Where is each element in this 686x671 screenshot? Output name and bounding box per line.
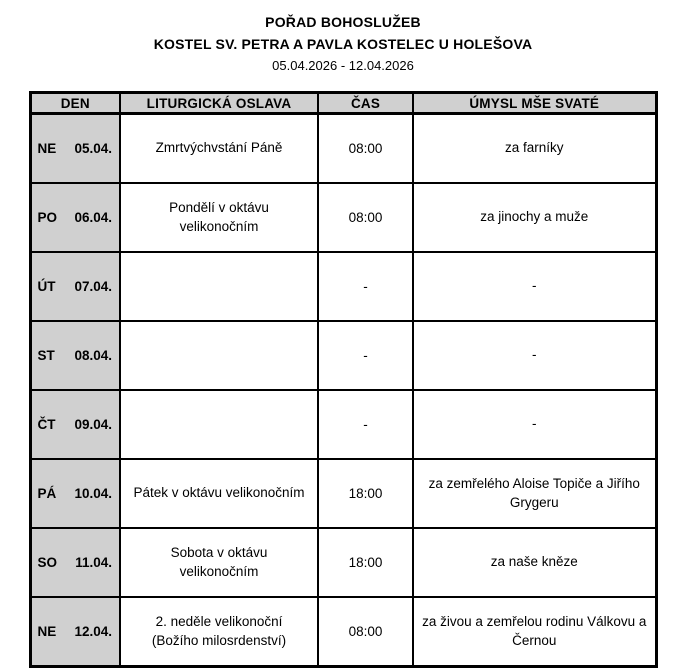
time-cell: 08:00: [318, 183, 413, 252]
day-date: [35, 210, 117, 225]
table-header: [30, 93, 656, 114]
column-header-intention: ÚMYSL MŠE SVATÉ: [413, 93, 656, 114]
table-row: [30, 390, 656, 459]
intention-text: -: [532, 347, 537, 363]
time-cell: 18:00: [318, 528, 413, 597]
time-cell: 18:00: [318, 459, 413, 528]
celebration-cell: [120, 252, 318, 321]
celebration-cell: [120, 390, 318, 459]
day-number: 07.04.: [74, 279, 112, 294]
day-cell: [30, 390, 120, 459]
intention-text: za farníky: [504, 140, 564, 156]
table-row: [30, 183, 656, 252]
intention-text: za živou a zemřelou rodinu Válkovu a Černou: [422, 614, 647, 648]
time-cell: -: [318, 321, 413, 390]
intention-cell: [413, 459, 656, 528]
column-header-day: DEN: [30, 93, 120, 114]
table-row: [30, 528, 656, 597]
celebration-cell: [120, 183, 318, 252]
day-number: 06.04.: [74, 210, 112, 225]
intention-text: -: [532, 278, 537, 294]
header-row: [30, 93, 656, 114]
day-number: 05.04.: [74, 141, 112, 156]
intention-cell: [413, 252, 656, 321]
day-date: [35, 141, 117, 156]
day-date: [35, 417, 117, 432]
title-block: [0, 0, 686, 76]
column-header-time: ČAS: [318, 93, 413, 114]
day-date: [35, 279, 117, 294]
day-date: [35, 348, 117, 363]
time-cell: 08:00: [318, 114, 413, 184]
celebration-cell: [120, 459, 318, 528]
intention-text: -: [532, 416, 537, 432]
celebration-text: Pátek v oktávu velikonočním: [133, 485, 305, 501]
table-row: [30, 252, 656, 321]
column-header-celebration: LITURGICKÁ OSLAVA: [120, 93, 318, 114]
day-abbrev: SO: [37, 555, 58, 570]
intention-cell: [413, 321, 656, 390]
day-number: 10.04.: [74, 486, 112, 501]
day-cell: [30, 528, 120, 597]
celebration-text: Sobota v oktávu velikonočním: [170, 545, 268, 579]
day-abbrev: ST: [37, 348, 55, 363]
day-cell: [30, 321, 120, 390]
celebration-cell: [120, 321, 318, 390]
day-date: [35, 624, 117, 639]
table-body: [30, 114, 656, 667]
intention-cell: [413, 114, 656, 184]
day-number: 12.04.: [74, 624, 112, 639]
celebration-text: Pondělí v oktávu velikonočním: [169, 200, 269, 234]
day-abbrev: PO: [37, 210, 58, 225]
day-date: [35, 486, 117, 501]
day-cell: [30, 252, 120, 321]
date-range: 05.04.2026 - 12.04.2026: [272, 58, 414, 73]
celebration-cell: [120, 597, 318, 667]
celebration-cell: [120, 114, 318, 184]
intention-cell: [413, 597, 656, 667]
intention-cell: [413, 183, 656, 252]
day-number: 08.04.: [74, 348, 112, 363]
day-abbrev: NE: [37, 624, 57, 639]
celebration-cell: [120, 528, 318, 597]
service-schedule-table: [29, 91, 658, 668]
day-cell: [30, 114, 120, 184]
intention-cell: [413, 528, 656, 597]
day-abbrev: PÁ: [37, 486, 57, 501]
celebration-text: 2. neděle velikonoční (Božího milosrdenství): [151, 614, 287, 648]
church-name: KOSTEL SV. PETRA A PAVLA KOSTELEC U HOLEŠOVA: [153, 36, 533, 52]
day-cell: [30, 183, 120, 252]
day-number: 11.04.: [75, 555, 112, 570]
table-row: [30, 114, 656, 184]
page-title: POŘAD BOHOSLUŽEB: [265, 14, 421, 30]
intention-text: za jinochy a muže: [480, 209, 589, 225]
celebration-text: Zmrtvýchvstání Páně: [155, 140, 283, 156]
intention-cell: [413, 390, 656, 459]
intention-text: za naše kněze: [490, 554, 578, 570]
table-row: [30, 321, 656, 390]
time-cell: 08:00: [318, 597, 413, 667]
day-date: [35, 555, 117, 570]
table-row: [30, 459, 656, 528]
day-cell: [30, 459, 120, 528]
day-abbrev: NE: [37, 141, 57, 156]
day-cell: [30, 597, 120, 667]
time-cell: -: [318, 252, 413, 321]
day-abbrev: ÚT: [37, 279, 56, 294]
table-row: [30, 597, 656, 667]
intention-text: za zemřelého Aloise Topiče a Jiřího Grygeru: [428, 476, 640, 510]
day-abbrev: ČT: [37, 417, 56, 432]
time-cell: -: [318, 390, 413, 459]
day-number: 09.04.: [74, 417, 112, 432]
